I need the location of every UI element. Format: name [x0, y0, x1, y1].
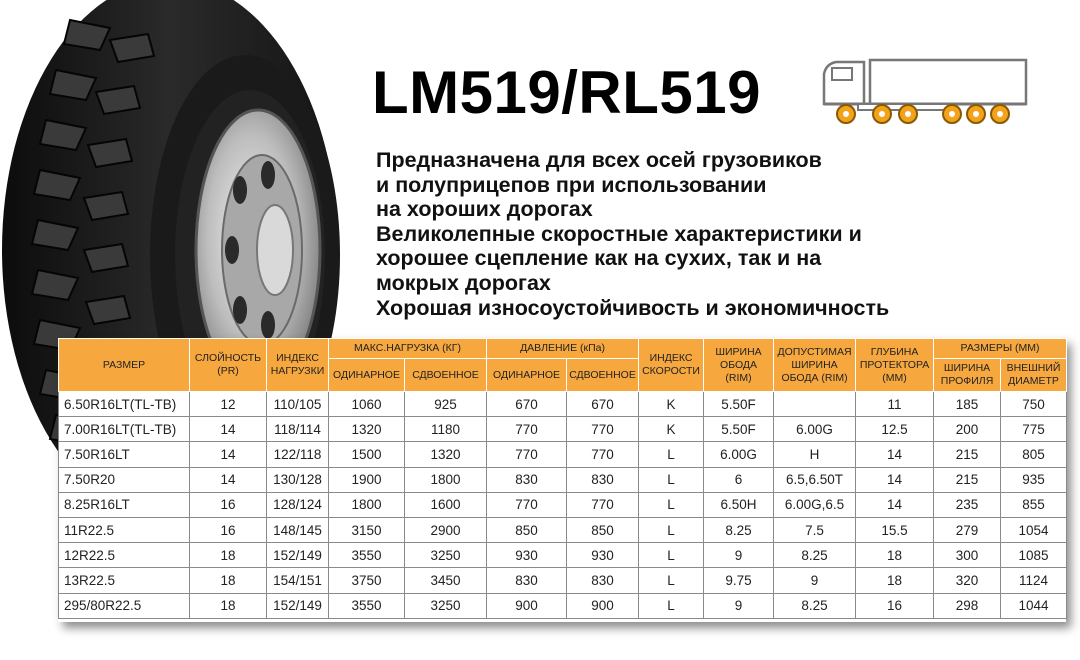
cell-load-single: 1320	[329, 417, 405, 442]
spec-table	[58, 338, 1067, 619]
col-header-outer-diameter: ВНЕШНИЙ ДИАМЕТР	[1001, 359, 1067, 392]
table-row	[59, 517, 1067, 542]
cell-load-single: 3750	[329, 568, 405, 593]
cell-size: 7.00R16LT(TL-TB)	[59, 417, 190, 442]
cell-size: 7.50R20	[59, 467, 190, 492]
cell-pressure-dual: 770	[567, 417, 639, 442]
cell-size: 6.50R16LT(TL-TB)	[59, 392, 190, 417]
cell-load-index: 152/149	[267, 543, 329, 568]
cell-ply: 16	[190, 492, 267, 517]
cell-tread-depth: 11	[856, 392, 934, 417]
cell-ply: 12	[190, 392, 267, 417]
cell-pressure-dual: 930	[567, 543, 639, 568]
cell-tread-depth: 14	[856, 492, 934, 517]
table-row	[59, 593, 1067, 618]
cell-load-index: 130/128	[267, 467, 329, 492]
cell-allowed-rim: 9	[774, 568, 856, 593]
table-row	[59, 467, 1067, 492]
col-header-max-load: МАКС.НАГРУЗКА (КГ)	[329, 339, 487, 359]
table-body	[59, 392, 1067, 619]
cell-pressure-dual: 830	[567, 467, 639, 492]
cell-pressure-single: 830	[487, 467, 567, 492]
cell-allowed-rim: H	[774, 442, 856, 467]
cell-load-index: 118/114	[267, 417, 329, 442]
cell-tread-depth: 16	[856, 593, 934, 618]
cell-tread-depth: 14	[856, 467, 934, 492]
cell-rim-width: 8.25	[704, 517, 774, 542]
cell-rim-width: 9	[704, 593, 774, 618]
cell-rim-width: 6.50H	[704, 492, 774, 517]
table-row	[59, 442, 1067, 467]
col-header-load-index: ИНДЕКС НАГРУЗКИ	[267, 339, 329, 392]
cell-ply: 14	[190, 417, 267, 442]
cell-allowed-rim: 7.5	[774, 517, 856, 542]
cell-section-width: 300	[934, 543, 1001, 568]
cell-tread-depth: 12.5	[856, 417, 934, 442]
col-header-pressure: ДАВЛЕНИЕ (кПа)	[487, 339, 639, 359]
cell-ply: 14	[190, 467, 267, 492]
cell-section-width: 235	[934, 492, 1001, 517]
cell-speed-index: L	[639, 492, 704, 517]
cell-section-width: 215	[934, 467, 1001, 492]
cell-size: 12R22.5	[59, 543, 190, 568]
cell-allowed-rim: 6.00G	[774, 417, 856, 442]
cell-allowed-rim: 6.5,6.50T	[774, 467, 856, 492]
col-header-ply: СЛОЙНОСТЬ (PR)	[190, 339, 267, 392]
cell-outer-diameter: 935	[1001, 467, 1067, 492]
cell-load-dual: 3250	[405, 593, 487, 618]
cell-outer-diameter: 1044	[1001, 593, 1067, 618]
cell-rim-width: 9.75	[704, 568, 774, 593]
feature-line: Хорошая износоустойчивость и экономичность	[376, 295, 890, 320]
col-header-dimensions: РАЗМЕРЫ (ММ)	[934, 339, 1067, 359]
cell-load-dual: 1600	[405, 492, 487, 517]
table-header-row	[59, 339, 1067, 359]
cell-tread-depth: 15.5	[856, 517, 934, 542]
cell-load-single: 1500	[329, 442, 405, 467]
feature-line: на хороших дорогах	[376, 197, 593, 222]
table-row	[59, 543, 1067, 568]
cell-section-width: 298	[934, 593, 1001, 618]
col-header-size: РАЗМЕР	[59, 339, 190, 392]
cell-load-single: 1900	[329, 467, 405, 492]
cell-rim-width: 5.50F	[704, 417, 774, 442]
cell-tread-depth: 18	[856, 543, 934, 568]
cell-ply: 18	[190, 543, 267, 568]
cell-pressure-single: 830	[487, 568, 567, 593]
feature-line: Великолепные скоростные характеристики и	[376, 221, 862, 246]
cell-load-dual: 1800	[405, 467, 487, 492]
cell-speed-index: K	[639, 392, 704, 417]
cell-size: 11R22.5	[59, 517, 190, 542]
col-header-pressure-dual: СДВОЕННОЕ	[567, 359, 639, 392]
cell-section-width: 279	[934, 517, 1001, 542]
page-title: LM519/RL519	[372, 59, 761, 126]
cell-load-dual: 1180	[405, 417, 487, 442]
table-row	[59, 392, 1067, 417]
cell-pressure-single: 930	[487, 543, 567, 568]
cell-load-single: 1800	[329, 492, 405, 517]
cell-section-width: 320	[934, 568, 1001, 593]
cell-ply: 14	[190, 442, 267, 467]
cell-load-index: 152/149	[267, 593, 329, 618]
cell-load-single: 3550	[329, 593, 405, 618]
cell-pressure-single: 850	[487, 517, 567, 542]
table-row	[59, 492, 1067, 517]
cell-speed-index: L	[639, 543, 704, 568]
feature-line: и полуприцепов при использовании	[376, 172, 767, 197]
col-header-rim-width: ШИРИНА ОБОДА (RIM)	[704, 339, 774, 392]
cell-pressure-single: 670	[487, 392, 567, 417]
cell-allowed-rim: 8.25	[774, 593, 856, 618]
col-header-section-width: ШИРИНА ПРОФИЛЯ	[934, 359, 1001, 392]
cell-speed-index: L	[639, 568, 704, 593]
cell-load-dual: 3450	[405, 568, 487, 593]
col-header-allowed-rim: ДОПУСТИМАЯ ШИРИНА ОБОДА (RIM)	[774, 339, 856, 392]
cell-load-dual: 925	[405, 392, 487, 417]
cell-outer-diameter: 775	[1001, 417, 1067, 442]
cell-rim-width: 9	[704, 543, 774, 568]
cell-allowed-rim: 8.25	[774, 543, 856, 568]
cell-rim-width: 5.50F	[704, 392, 774, 417]
cell-pressure-dual: 670	[567, 392, 639, 417]
cell-load-index: 110/105	[267, 392, 329, 417]
cell-section-width: 200	[934, 417, 1001, 442]
cell-ply: 18	[190, 593, 267, 618]
cell-outer-diameter: 1124	[1001, 568, 1067, 593]
cell-speed-index: L	[639, 593, 704, 618]
col-header-tread-depth: ГЛУБИНА ПРОТЕКТОРА (ММ)	[856, 339, 934, 392]
cell-size: 7.50R16LT	[59, 442, 190, 467]
cell-load-index: 148/145	[267, 517, 329, 542]
cell-load-dual: 2900	[405, 517, 487, 542]
cell-outer-diameter: 855	[1001, 492, 1067, 517]
cell-speed-index: L	[639, 517, 704, 542]
col-header-load-single: ОДИНАРНОЕ	[329, 359, 405, 392]
cell-section-width: 185	[934, 392, 1001, 417]
cell-load-single: 3550	[329, 543, 405, 568]
table-row	[59, 568, 1067, 593]
feature-line: хорошее сцепление как на сухих, так и на	[376, 246, 822, 271]
cell-pressure-dual: 830	[567, 568, 639, 593]
cell-tread-depth: 18	[856, 568, 934, 593]
feature-list	[376, 148, 1036, 320]
col-header-speed-index: ИНДЕКС СКОРОСТИ	[639, 339, 704, 392]
cell-ply: 16	[190, 517, 267, 542]
cell-load-dual: 3250	[405, 543, 487, 568]
cell-pressure-single: 770	[487, 492, 567, 517]
cell-size: 8.25R16LT	[59, 492, 190, 517]
cell-speed-index: K	[639, 417, 704, 442]
truck-trailer-icon	[818, 52, 1030, 130]
cell-pressure-dual: 900	[567, 593, 639, 618]
cell-section-width: 215	[934, 442, 1001, 467]
cell-speed-index: L	[639, 442, 704, 467]
cell-load-index: 128/124	[267, 492, 329, 517]
cell-load-single: 1060	[329, 392, 405, 417]
cell-speed-index: L	[639, 467, 704, 492]
cell-pressure-single: 770	[487, 442, 567, 467]
cell-size: 295/80R22.5	[59, 593, 190, 618]
col-header-load-dual: СДВОЕННОЕ	[405, 359, 487, 392]
cell-pressure-dual: 770	[567, 492, 639, 517]
spec-table-container	[58, 338, 1066, 622]
cell-load-index: 154/151	[267, 568, 329, 593]
cell-pressure-single: 900	[487, 593, 567, 618]
cell-pressure-single: 770	[487, 417, 567, 442]
col-header-pressure-single: ОДИНАРНОЕ	[487, 359, 567, 392]
table-row	[59, 417, 1067, 442]
cell-allowed-rim: 6.00G,6.5	[774, 492, 856, 517]
cell-outer-diameter: 750	[1001, 392, 1067, 417]
cell-pressure-dual: 770	[567, 442, 639, 467]
cell-ply: 18	[190, 568, 267, 593]
cell-size: 13R22.5	[59, 568, 190, 593]
cell-load-index: 122/118	[267, 442, 329, 467]
cell-pressure-dual: 850	[567, 517, 639, 542]
cell-rim-width: 6.00G	[704, 442, 774, 467]
cell-allowed-rim	[774, 392, 856, 417]
feature-line: мокрых дорогах	[376, 270, 551, 295]
cell-outer-diameter: 805	[1001, 442, 1067, 467]
cell-load-dual: 1320	[405, 442, 487, 467]
cell-tread-depth: 14	[856, 442, 934, 467]
cell-outer-diameter: 1085	[1001, 543, 1067, 568]
feature-line: Предназначена для всех осей грузовиков	[376, 148, 822, 172]
cell-outer-diameter: 1054	[1001, 517, 1067, 542]
cell-rim-width: 6	[704, 467, 774, 492]
cell-load-single: 3150	[329, 517, 405, 542]
